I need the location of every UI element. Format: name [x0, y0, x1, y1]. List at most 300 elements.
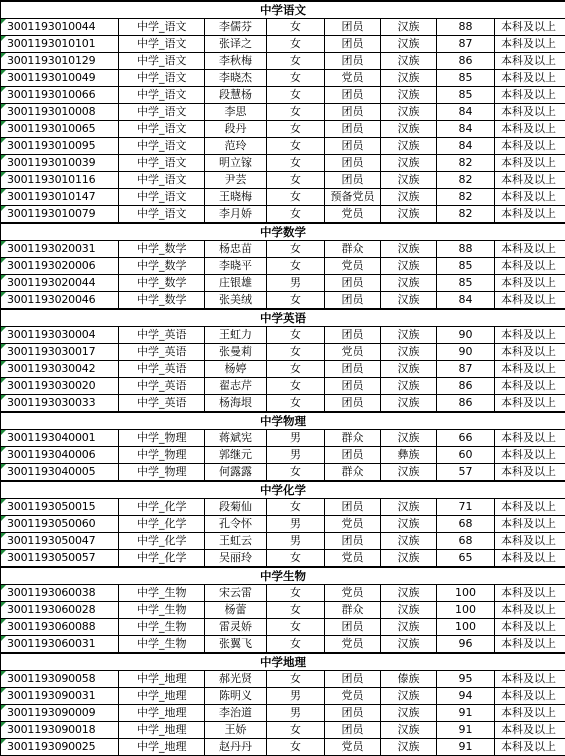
education-cell[interactable]: 本科及以上 [495, 722, 565, 739]
subject-cell[interactable]: 中学_生物 [119, 602, 205, 619]
ethnicity-cell[interactable]: 汉族 [381, 636, 437, 654]
political-status-cell[interactable]: 团员 [325, 447, 381, 464]
subject-cell[interactable]: 中学_语文 [119, 104, 205, 121]
political-status-cell[interactable]: 团员 [325, 292, 381, 310]
gender-cell[interactable]: 女 [267, 378, 325, 395]
education-cell[interactable]: 本科及以上 [495, 155, 565, 172]
subject-cell[interactable]: 中学_物理 [119, 447, 205, 464]
candidate-id-cell[interactable]: 3001193020031 [1, 241, 119, 258]
ethnicity-cell[interactable]: 汉族 [381, 327, 437, 344]
education-cell[interactable]: 本科及以上 [495, 499, 565, 516]
education-cell[interactable]: 本科及以上 [495, 138, 565, 155]
candidate-id-cell[interactable]: 3001193050015 [1, 499, 119, 516]
candidate-id-cell[interactable]: 3001193040001 [1, 430, 119, 447]
gender-cell[interactable]: 女 [267, 155, 325, 172]
section-title[interactable]: 中学地理 [1, 653, 565, 671]
subject-cell[interactable]: 中学_数学 [119, 292, 205, 310]
name-cell[interactable]: 郭继元 [205, 447, 267, 464]
political-status-cell[interactable]: 团员 [325, 533, 381, 550]
candidate-id-cell[interactable]: 3001193010147 [1, 189, 119, 206]
ethnicity-cell[interactable]: 汉族 [381, 688, 437, 705]
political-status-cell[interactable]: 团员 [325, 619, 381, 636]
name-cell[interactable]: 陈明义 [205, 688, 267, 705]
subject-cell[interactable]: 中学_语文 [119, 121, 205, 138]
gender-cell[interactable]: 女 [267, 619, 325, 636]
name-cell[interactable]: 赵丹丹 [205, 739, 267, 756]
subject-cell[interactable]: 中学_生物 [119, 619, 205, 636]
name-cell[interactable]: 张美绒 [205, 292, 267, 310]
subject-cell[interactable]: 中学_语文 [119, 19, 205, 36]
political-status-cell[interactable]: 团员 [325, 172, 381, 189]
political-status-cell[interactable]: 党员 [325, 516, 381, 533]
education-cell[interactable]: 本科及以上 [495, 87, 565, 104]
education-cell[interactable]: 本科及以上 [495, 189, 565, 206]
subject-cell[interactable]: 中学_生物 [119, 636, 205, 654]
subject-cell[interactable]: 中学_化学 [119, 533, 205, 550]
name-cell[interactable]: 明立镓 [205, 155, 267, 172]
subject-cell[interactable]: 中学_语文 [119, 36, 205, 53]
ethnicity-cell[interactable]: 汉族 [381, 464, 437, 482]
candidate-id-cell[interactable]: 3001193020044 [1, 275, 119, 292]
ethnicity-cell[interactable]: 汉族 [381, 499, 437, 516]
score-cell[interactable]: 86 [437, 395, 495, 413]
candidate-id-cell[interactable]: 3001193010008 [1, 104, 119, 121]
political-status-cell[interactable]: 党员 [325, 70, 381, 87]
subject-cell[interactable]: 中学_语文 [119, 155, 205, 172]
ethnicity-cell[interactable]: 汉族 [381, 104, 437, 121]
candidate-id-cell[interactable]: 3001193040006 [1, 447, 119, 464]
ethnicity-cell[interactable]: 汉族 [381, 378, 437, 395]
gender-cell[interactable]: 女 [267, 327, 325, 344]
score-cell[interactable]: 95 [437, 671, 495, 688]
gender-cell[interactable]: 女 [267, 361, 325, 378]
gender-cell[interactable]: 女 [267, 671, 325, 688]
ethnicity-cell[interactable]: 汉族 [381, 344, 437, 361]
candidate-id-cell[interactable]: 3001193090025 [1, 739, 119, 756]
ethnicity-cell[interactable]: 汉族 [381, 292, 437, 310]
political-status-cell[interactable]: 团员 [325, 138, 381, 155]
gender-cell[interactable]: 女 [267, 172, 325, 189]
ethnicity-cell[interactable]: 汉族 [381, 722, 437, 739]
education-cell[interactable]: 本科及以上 [495, 671, 565, 688]
education-cell[interactable]: 本科及以上 [495, 36, 565, 53]
subject-cell[interactable]: 中学_地理 [119, 705, 205, 722]
score-cell[interactable]: 82 [437, 206, 495, 224]
candidate-id-cell[interactable]: 3001193090018 [1, 722, 119, 739]
candidate-id-cell[interactable]: 3001193060088 [1, 619, 119, 636]
ethnicity-cell[interactable]: 汉族 [381, 395, 437, 413]
name-cell[interactable]: 王虹云 [205, 533, 267, 550]
name-cell[interactable]: 雷灵娇 [205, 619, 267, 636]
score-cell[interactable]: 85 [437, 87, 495, 104]
subject-cell[interactable]: 中学_语文 [119, 87, 205, 104]
education-cell[interactable]: 本科及以上 [495, 258, 565, 275]
education-cell[interactable]: 本科及以上 [495, 327, 565, 344]
candidate-id-cell[interactable]: 3001193040005 [1, 464, 119, 482]
subject-cell[interactable]: 中学_英语 [119, 395, 205, 413]
ethnicity-cell[interactable]: 汉族 [381, 70, 437, 87]
score-cell[interactable]: 68 [437, 533, 495, 550]
political-status-cell[interactable]: 团员 [325, 104, 381, 121]
education-cell[interactable]: 本科及以上 [495, 619, 565, 636]
gender-cell[interactable]: 男 [267, 705, 325, 722]
score-cell[interactable]: 71 [437, 499, 495, 516]
political-status-cell[interactable]: 党员 [325, 739, 381, 756]
name-cell[interactable]: 李儒芬 [205, 19, 267, 36]
education-cell[interactable]: 本科及以上 [495, 292, 565, 310]
section-title[interactable]: 中学生物 [1, 567, 565, 585]
education-cell[interactable]: 本科及以上 [495, 70, 565, 87]
score-cell[interactable]: 100 [437, 585, 495, 602]
ethnicity-cell[interactable]: 汉族 [381, 53, 437, 70]
political-status-cell[interactable]: 团员 [325, 722, 381, 739]
ethnicity-cell[interactable]: 汉族 [381, 430, 437, 447]
section-title[interactable]: 中学物理 [1, 412, 565, 430]
education-cell[interactable]: 本科及以上 [495, 361, 565, 378]
score-cell[interactable]: 90 [437, 327, 495, 344]
gender-cell[interactable]: 女 [267, 19, 325, 36]
education-cell[interactable]: 本科及以上 [495, 705, 565, 722]
subject-cell[interactable]: 中学_语文 [119, 138, 205, 155]
political-status-cell[interactable]: 团员 [325, 361, 381, 378]
ethnicity-cell[interactable]: 汉族 [381, 361, 437, 378]
score-cell[interactable]: 91 [437, 739, 495, 756]
score-cell[interactable]: 82 [437, 172, 495, 189]
score-cell[interactable]: 60 [437, 447, 495, 464]
candidate-id-cell[interactable]: 3001193030004 [1, 327, 119, 344]
education-cell[interactable]: 本科及以上 [495, 585, 565, 602]
education-cell[interactable]: 本科及以上 [495, 206, 565, 224]
name-cell[interactable]: 杨婷 [205, 361, 267, 378]
name-cell[interactable]: 杨忠苗 [205, 241, 267, 258]
subject-cell[interactable]: 中学_化学 [119, 516, 205, 533]
gender-cell[interactable]: 女 [267, 53, 325, 70]
political-status-cell[interactable]: 团员 [325, 87, 381, 104]
subject-cell[interactable]: 中学_地理 [119, 722, 205, 739]
political-status-cell[interactable]: 团员 [325, 155, 381, 172]
subject-cell[interactable]: 中学_英语 [119, 378, 205, 395]
name-cell[interactable]: 张翼飞 [205, 636, 267, 654]
candidate-id-cell[interactable]: 3001193010066 [1, 87, 119, 104]
ethnicity-cell[interactable]: 汉族 [381, 138, 437, 155]
ethnicity-cell[interactable]: 汉族 [381, 602, 437, 619]
ethnicity-cell[interactable]: 汉族 [381, 206, 437, 224]
name-cell[interactable]: 吴丽玲 [205, 550, 267, 568]
gender-cell[interactable]: 女 [267, 241, 325, 258]
political-status-cell[interactable]: 团员 [325, 395, 381, 413]
political-status-cell[interactable]: 群众 [325, 430, 381, 447]
ethnicity-cell[interactable]: 汉族 [381, 172, 437, 189]
ethnicity-cell[interactable]: 汉族 [381, 121, 437, 138]
name-cell[interactable]: 李思 [205, 104, 267, 121]
candidate-id-cell[interactable]: 3001193010116 [1, 172, 119, 189]
section-title[interactable]: 中学语文 [1, 1, 565, 19]
gender-cell[interactable]: 女 [267, 292, 325, 310]
candidate-id-cell[interactable]: 3001193050060 [1, 516, 119, 533]
gender-cell[interactable]: 男 [267, 516, 325, 533]
score-cell[interactable]: 85 [437, 70, 495, 87]
name-cell[interactable]: 翟志芹 [205, 378, 267, 395]
education-cell[interactable]: 本科及以上 [495, 602, 565, 619]
ethnicity-cell[interactable]: 汉族 [381, 619, 437, 636]
ethnicity-cell[interactable]: 汉族 [381, 36, 437, 53]
subject-cell[interactable]: 中学_地理 [119, 739, 205, 756]
political-status-cell[interactable]: 群众 [325, 464, 381, 482]
ethnicity-cell[interactable]: 汉族 [381, 739, 437, 756]
name-cell[interactable]: 李晓杰 [205, 70, 267, 87]
score-cell[interactable]: 100 [437, 619, 495, 636]
score-cell[interactable]: 88 [437, 241, 495, 258]
gender-cell[interactable]: 男 [267, 688, 325, 705]
education-cell[interactable]: 本科及以上 [495, 241, 565, 258]
subject-cell[interactable]: 中学_物理 [119, 464, 205, 482]
name-cell[interactable]: 杨海垠 [205, 395, 267, 413]
subject-cell[interactable]: 中学_英语 [119, 344, 205, 361]
candidate-id-cell[interactable]: 3001193050057 [1, 550, 119, 568]
candidate-id-cell[interactable]: 3001193090031 [1, 688, 119, 705]
political-status-cell[interactable]: 团员 [325, 53, 381, 70]
candidate-id-cell[interactable]: 3001193090009 [1, 705, 119, 722]
gender-cell[interactable]: 女 [267, 138, 325, 155]
candidate-id-cell[interactable]: 3001193030017 [1, 344, 119, 361]
ethnicity-cell[interactable]: 汉族 [381, 87, 437, 104]
ethnicity-cell[interactable]: 汉族 [381, 705, 437, 722]
political-status-cell[interactable]: 党员 [325, 550, 381, 568]
gender-cell[interactable]: 男 [267, 430, 325, 447]
name-cell[interactable]: 李晓平 [205, 258, 267, 275]
name-cell[interactable]: 张译之 [205, 36, 267, 53]
score-cell[interactable]: 85 [437, 258, 495, 275]
candidate-id-cell[interactable]: 3001193010065 [1, 121, 119, 138]
political-status-cell[interactable]: 党员 [325, 585, 381, 602]
education-cell[interactable]: 本科及以上 [495, 464, 565, 482]
section-title[interactable]: 中学英语 [1, 309, 565, 327]
candidate-id-cell[interactable]: 3001193020046 [1, 292, 119, 310]
subject-cell[interactable]: 中学_数学 [119, 258, 205, 275]
candidate-id-cell[interactable]: 3001193010101 [1, 36, 119, 53]
gender-cell[interactable]: 女 [267, 70, 325, 87]
education-cell[interactable]: 本科及以上 [495, 19, 565, 36]
candidate-id-cell[interactable]: 3001193030042 [1, 361, 119, 378]
ethnicity-cell[interactable]: 汉族 [381, 19, 437, 36]
political-status-cell[interactable]: 党员 [325, 636, 381, 654]
subject-cell[interactable]: 中学_语文 [119, 189, 205, 206]
subject-cell[interactable]: 中学_语文 [119, 53, 205, 70]
education-cell[interactable]: 本科及以上 [495, 430, 565, 447]
candidate-id-cell[interactable]: 3001193090058 [1, 671, 119, 688]
political-status-cell[interactable]: 团员 [325, 19, 381, 36]
education-cell[interactable]: 本科及以上 [495, 688, 565, 705]
subject-cell[interactable]: 中学_物理 [119, 430, 205, 447]
name-cell[interactable]: 范玲 [205, 138, 267, 155]
score-cell[interactable]: 94 [437, 688, 495, 705]
education-cell[interactable]: 本科及以上 [495, 533, 565, 550]
subject-cell[interactable]: 中学_地理 [119, 688, 205, 705]
score-cell[interactable]: 88 [437, 19, 495, 36]
subject-cell[interactable]: 中学_地理 [119, 671, 205, 688]
ethnicity-cell[interactable]: 汉族 [381, 550, 437, 568]
gender-cell[interactable]: 女 [267, 87, 325, 104]
score-cell[interactable]: 100 [437, 602, 495, 619]
name-cell[interactable]: 宋云雷 [205, 585, 267, 602]
candidate-id-cell[interactable]: 3001193010079 [1, 206, 119, 224]
gender-cell[interactable]: 女 [267, 636, 325, 654]
ethnicity-cell[interactable]: 汉族 [381, 533, 437, 550]
name-cell[interactable]: 王娇 [205, 722, 267, 739]
candidate-id-cell[interactable]: 3001193050047 [1, 533, 119, 550]
gender-cell[interactable]: 男 [267, 275, 325, 292]
name-cell[interactable]: 庄银雄 [205, 275, 267, 292]
score-cell[interactable]: 65 [437, 550, 495, 568]
ethnicity-cell[interactable]: 彝族 [381, 447, 437, 464]
gender-cell[interactable]: 男 [267, 533, 325, 550]
score-cell[interactable]: 96 [437, 636, 495, 654]
ethnicity-cell[interactable]: 汉族 [381, 275, 437, 292]
name-cell[interactable]: 王虹力 [205, 327, 267, 344]
gender-cell[interactable]: 女 [267, 121, 325, 138]
education-cell[interactable]: 本科及以上 [495, 739, 565, 756]
ethnicity-cell[interactable]: 傣族 [381, 671, 437, 688]
candidate-id-cell[interactable]: 3001193010039 [1, 155, 119, 172]
name-cell[interactable]: 李治道 [205, 705, 267, 722]
score-cell[interactable]: 66 [437, 430, 495, 447]
gender-cell[interactable]: 女 [267, 602, 325, 619]
name-cell[interactable]: 李月娇 [205, 206, 267, 224]
subject-cell[interactable]: 中学_英语 [119, 361, 205, 378]
score-cell[interactable]: 90 [437, 344, 495, 361]
score-cell[interactable]: 85 [437, 275, 495, 292]
score-cell[interactable]: 87 [437, 36, 495, 53]
ethnicity-cell[interactable]: 汉族 [381, 155, 437, 172]
score-cell[interactable]: 87 [437, 361, 495, 378]
name-cell[interactable]: 段慧杨 [205, 87, 267, 104]
political-status-cell[interactable]: 团员 [325, 275, 381, 292]
score-cell[interactable]: 84 [437, 138, 495, 155]
ethnicity-cell[interactable]: 汉族 [381, 241, 437, 258]
subject-cell[interactable]: 中学_化学 [119, 550, 205, 568]
education-cell[interactable]: 本科及以上 [495, 344, 565, 361]
name-cell[interactable]: 李秋梅 [205, 53, 267, 70]
candidate-id-cell[interactable]: 3001193060028 [1, 602, 119, 619]
subject-cell[interactable]: 中学_数学 [119, 241, 205, 258]
name-cell[interactable]: 王晓梅 [205, 189, 267, 206]
political-status-cell[interactable]: 群众 [325, 241, 381, 258]
subject-cell[interactable]: 中学_数学 [119, 275, 205, 292]
score-cell[interactable]: 91 [437, 705, 495, 722]
gender-cell[interactable]: 女 [267, 104, 325, 121]
gender-cell[interactable]: 女 [267, 464, 325, 482]
subject-cell[interactable]: 中学_语文 [119, 70, 205, 87]
education-cell[interactable]: 本科及以上 [495, 172, 565, 189]
name-cell[interactable]: 孔令怀 [205, 516, 267, 533]
political-status-cell[interactable]: 团员 [325, 327, 381, 344]
gender-cell[interactable]: 女 [267, 499, 325, 516]
score-cell[interactable]: 84 [437, 121, 495, 138]
subject-cell[interactable]: 中学_生物 [119, 585, 205, 602]
ethnicity-cell[interactable]: 汉族 [381, 516, 437, 533]
score-cell[interactable]: 82 [437, 189, 495, 206]
score-cell[interactable]: 68 [437, 516, 495, 533]
education-cell[interactable]: 本科及以上 [495, 104, 565, 121]
gender-cell[interactable]: 女 [267, 189, 325, 206]
name-cell[interactable]: 何露露 [205, 464, 267, 482]
gender-cell[interactable]: 女 [267, 344, 325, 361]
name-cell[interactable]: 杨蕾 [205, 602, 267, 619]
name-cell[interactable]: 张曼莉 [205, 344, 267, 361]
education-cell[interactable]: 本科及以上 [495, 516, 565, 533]
political-status-cell[interactable]: 团员 [325, 378, 381, 395]
candidate-id-cell[interactable]: 3001193010049 [1, 70, 119, 87]
education-cell[interactable]: 本科及以上 [495, 121, 565, 138]
candidate-id-cell[interactable]: 3001193060038 [1, 585, 119, 602]
section-title[interactable]: 中学化学 [1, 481, 565, 499]
political-status-cell[interactable]: 团员 [325, 121, 381, 138]
section-title[interactable]: 中学数学 [1, 223, 565, 241]
political-status-cell[interactable]: 团员 [325, 705, 381, 722]
gender-cell[interactable]: 女 [267, 585, 325, 602]
political-status-cell[interactable]: 群众 [325, 602, 381, 619]
political-status-cell[interactable]: 党员 [325, 344, 381, 361]
political-status-cell[interactable]: 党员 [325, 206, 381, 224]
score-cell[interactable]: 84 [437, 104, 495, 121]
political-status-cell[interactable]: 团员 [325, 499, 381, 516]
ethnicity-cell[interactable]: 汉族 [381, 585, 437, 602]
gender-cell[interactable]: 男 [267, 447, 325, 464]
gender-cell[interactable]: 女 [267, 258, 325, 275]
political-status-cell[interactable]: 团员 [325, 36, 381, 53]
education-cell[interactable]: 本科及以上 [495, 275, 565, 292]
education-cell[interactable]: 本科及以上 [495, 378, 565, 395]
candidate-id-cell[interactable]: 3001193010129 [1, 53, 119, 70]
name-cell[interactable]: 段丹 [205, 121, 267, 138]
education-cell[interactable]: 本科及以上 [495, 395, 565, 413]
candidate-id-cell[interactable]: 3001193010044 [1, 19, 119, 36]
education-cell[interactable]: 本科及以上 [495, 636, 565, 654]
education-cell[interactable]: 本科及以上 [495, 550, 565, 568]
candidate-id-cell[interactable]: 3001193010095 [1, 138, 119, 155]
gender-cell[interactable]: 女 [267, 395, 325, 413]
score-cell[interactable]: 86 [437, 378, 495, 395]
education-cell[interactable]: 本科及以上 [495, 53, 565, 70]
subject-cell[interactable]: 中学_英语 [119, 327, 205, 344]
subject-cell[interactable]: 中学_化学 [119, 499, 205, 516]
education-cell[interactable]: 本科及以上 [495, 447, 565, 464]
name-cell[interactable]: 尹芸 [205, 172, 267, 189]
name-cell[interactable]: 段菊仙 [205, 499, 267, 516]
subject-cell[interactable]: 中学_语文 [119, 206, 205, 224]
score-cell[interactable]: 84 [437, 292, 495, 310]
political-status-cell[interactable]: 党员 [325, 258, 381, 275]
ethnicity-cell[interactable]: 汉族 [381, 189, 437, 206]
political-status-cell[interactable]: 团员 [325, 671, 381, 688]
name-cell[interactable]: 蒋斌宪 [205, 430, 267, 447]
score-cell[interactable]: 82 [437, 155, 495, 172]
gender-cell[interactable]: 女 [267, 36, 325, 53]
subject-cell[interactable]: 中学_语文 [119, 172, 205, 189]
candidate-id-cell[interactable]: 3001193030033 [1, 395, 119, 413]
score-cell[interactable]: 91 [437, 722, 495, 739]
gender-cell[interactable]: 女 [267, 206, 325, 224]
ethnicity-cell[interactable]: 汉族 [381, 258, 437, 275]
candidate-id-cell[interactable]: 3001193020006 [1, 258, 119, 275]
political-status-cell[interactable]: 预备党员 [325, 189, 381, 206]
gender-cell[interactable]: 女 [267, 739, 325, 756]
candidate-id-cell[interactable]: 3001193030020 [1, 378, 119, 395]
score-cell[interactable]: 57 [437, 464, 495, 482]
gender-cell[interactable]: 女 [267, 550, 325, 568]
score-cell[interactable]: 86 [437, 53, 495, 70]
name-cell[interactable]: 郝光贤 [205, 671, 267, 688]
